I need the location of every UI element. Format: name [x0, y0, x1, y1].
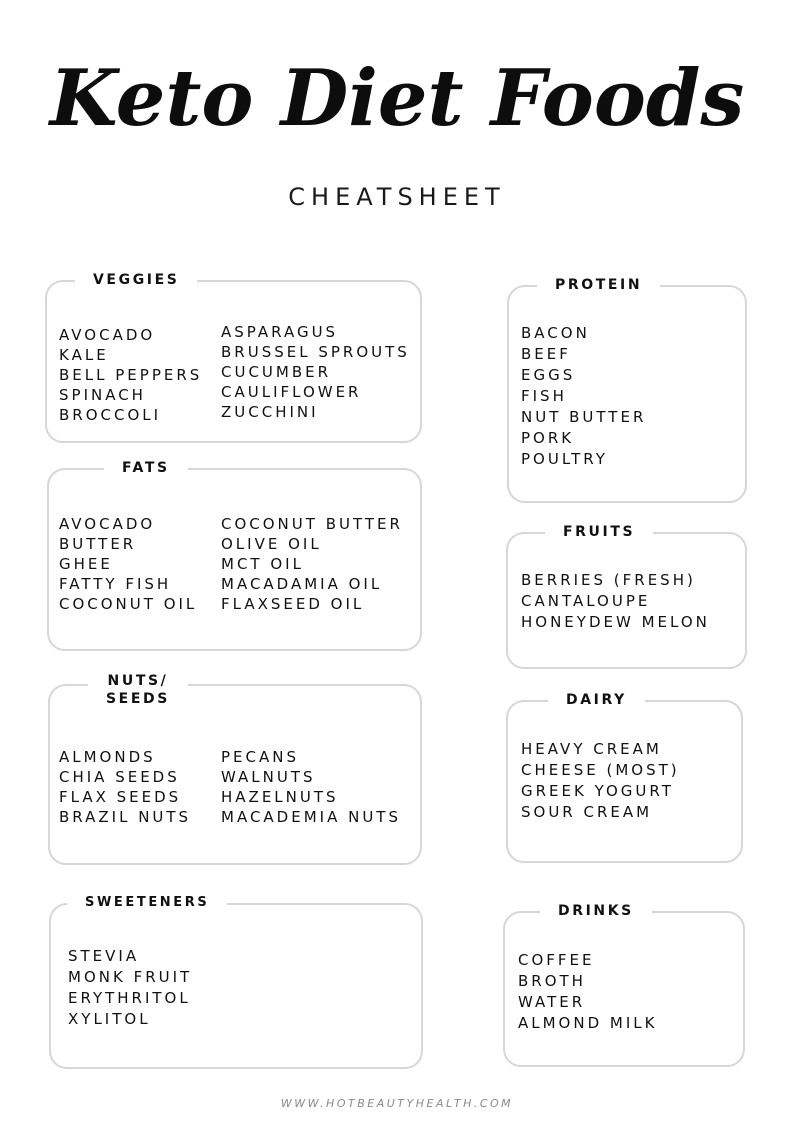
protein-box: [507, 277, 747, 503]
list-item: CUCUMBER: [221, 363, 332, 381]
fats-box: [47, 460, 422, 651]
list-item: PECANS: [221, 748, 299, 766]
page-title: Keto Diet Foods: [49, 53, 745, 144]
list-item: HONEYDEW MELON: [521, 613, 710, 631]
list-item: BUTTER: [59, 535, 137, 553]
list-item: BELL PEPPERS: [59, 366, 203, 384]
fruits-list: [521, 570, 710, 633]
list-item: XYLITOL: [68, 1010, 151, 1028]
nuts-header-line-2: SEEDS: [106, 691, 170, 707]
list-item: HAZELNUTS: [221, 788, 339, 806]
list-item: HEAVY CREAM: [521, 740, 662, 758]
veggies-column-2: [221, 322, 410, 422]
list-item: CHEESE (MOST): [521, 761, 680, 779]
nuts-column-2: [221, 747, 401, 827]
list-item: BRUSSEL SPROUTS: [221, 343, 410, 361]
fats-column-2: [221, 514, 403, 614]
list-item: AVOCADO: [59, 515, 156, 533]
list-item: CHIA SEEDS: [59, 768, 180, 786]
list-item: ZUCCHINI: [221, 403, 319, 421]
drinks-box: [503, 903, 745, 1067]
list-item: ALMOND MILK: [518, 1014, 658, 1032]
page-subtitle: CHEATSHEET: [288, 183, 506, 211]
list-item: MCT OIL: [221, 555, 304, 573]
list-item: AVOCADO: [59, 326, 156, 344]
list-item: BEEF: [521, 345, 571, 363]
list-item: BROCCOLI: [59, 406, 162, 424]
list-item: CANTALOUPE: [521, 592, 651, 610]
protein-list: [521, 323, 646, 470]
list-item: STEVIA: [68, 947, 140, 965]
dairy-box: [506, 692, 743, 863]
dairy-list: [521, 739, 680, 823]
fats-column-1: [59, 514, 197, 614]
list-item: OLIVE OIL: [221, 535, 322, 553]
drinks-header: DRINKS: [540, 902, 652, 920]
list-item: MACADEMIA NUTS: [221, 808, 401, 826]
sweeteners-header: SWEETENERS: [67, 894, 227, 912]
list-item: WALNUTS: [221, 768, 316, 786]
veggies-header: VEGGIES: [75, 271, 197, 289]
list-item: COCONUT BUTTER: [221, 515, 403, 533]
protein-header: PROTEIN: [537, 276, 660, 294]
list-item: MACADAMIA OIL: [221, 575, 383, 593]
list-item: ERYTHRITOL: [68, 989, 191, 1007]
list-item: WATER: [518, 993, 586, 1011]
fruits-header: FRUITS: [545, 523, 653, 541]
nuts-header-line-1: NUTS/: [107, 673, 169, 689]
list-item: SPINACH: [59, 386, 146, 404]
list-item: ASPARAGUS: [221, 323, 339, 341]
list-item: FLAXSEED OIL: [221, 595, 365, 613]
list-item: NUT BUTTER: [521, 408, 647, 426]
footer-website: WWW.HOTBEAUTYHEALTH.COM: [280, 1097, 514, 1110]
list-item: GREEK YOGURT: [521, 782, 674, 800]
list-item: PORK: [521, 429, 575, 447]
list-item: BERRIES (FRESH): [521, 571, 696, 589]
list-item: COCONUT OIL: [59, 595, 198, 613]
list-item: ALMONDS: [59, 748, 156, 766]
list-item: GHEE: [59, 555, 113, 573]
list-item: KALE: [59, 346, 109, 364]
list-item: FLAX SEEDS: [59, 788, 182, 806]
sweeteners-box: [49, 895, 423, 1069]
fats-header: FATS: [104, 459, 188, 477]
list-item: SOUR CREAM: [521, 803, 653, 821]
dairy-header: DAIRY: [548, 691, 645, 709]
nuts-seeds-box: [48, 673, 422, 865]
list-item: FATTY FISH: [59, 575, 172, 593]
drinks-list: [518, 950, 657, 1034]
list-item: BRAZIL NUTS: [59, 808, 192, 826]
nuts-seeds-header: [88, 672, 188, 708]
nuts-column-1: [59, 747, 191, 827]
list-item: MONK FRUIT: [68, 968, 193, 986]
list-item: COFFEE: [518, 951, 595, 969]
list-item: FISH: [521, 387, 567, 405]
fruits-box: [506, 524, 747, 669]
veggies-box: [45, 272, 422, 443]
list-item: BROTH: [518, 972, 586, 990]
list-item: EGGS: [521, 366, 576, 384]
veggies-column-1: [59, 325, 202, 425]
list-item: CAULIFLOWER: [221, 383, 362, 401]
sweeteners-list: [68, 946, 192, 1030]
list-item: BACON: [521, 324, 590, 342]
list-item: POULTRY: [521, 450, 608, 468]
